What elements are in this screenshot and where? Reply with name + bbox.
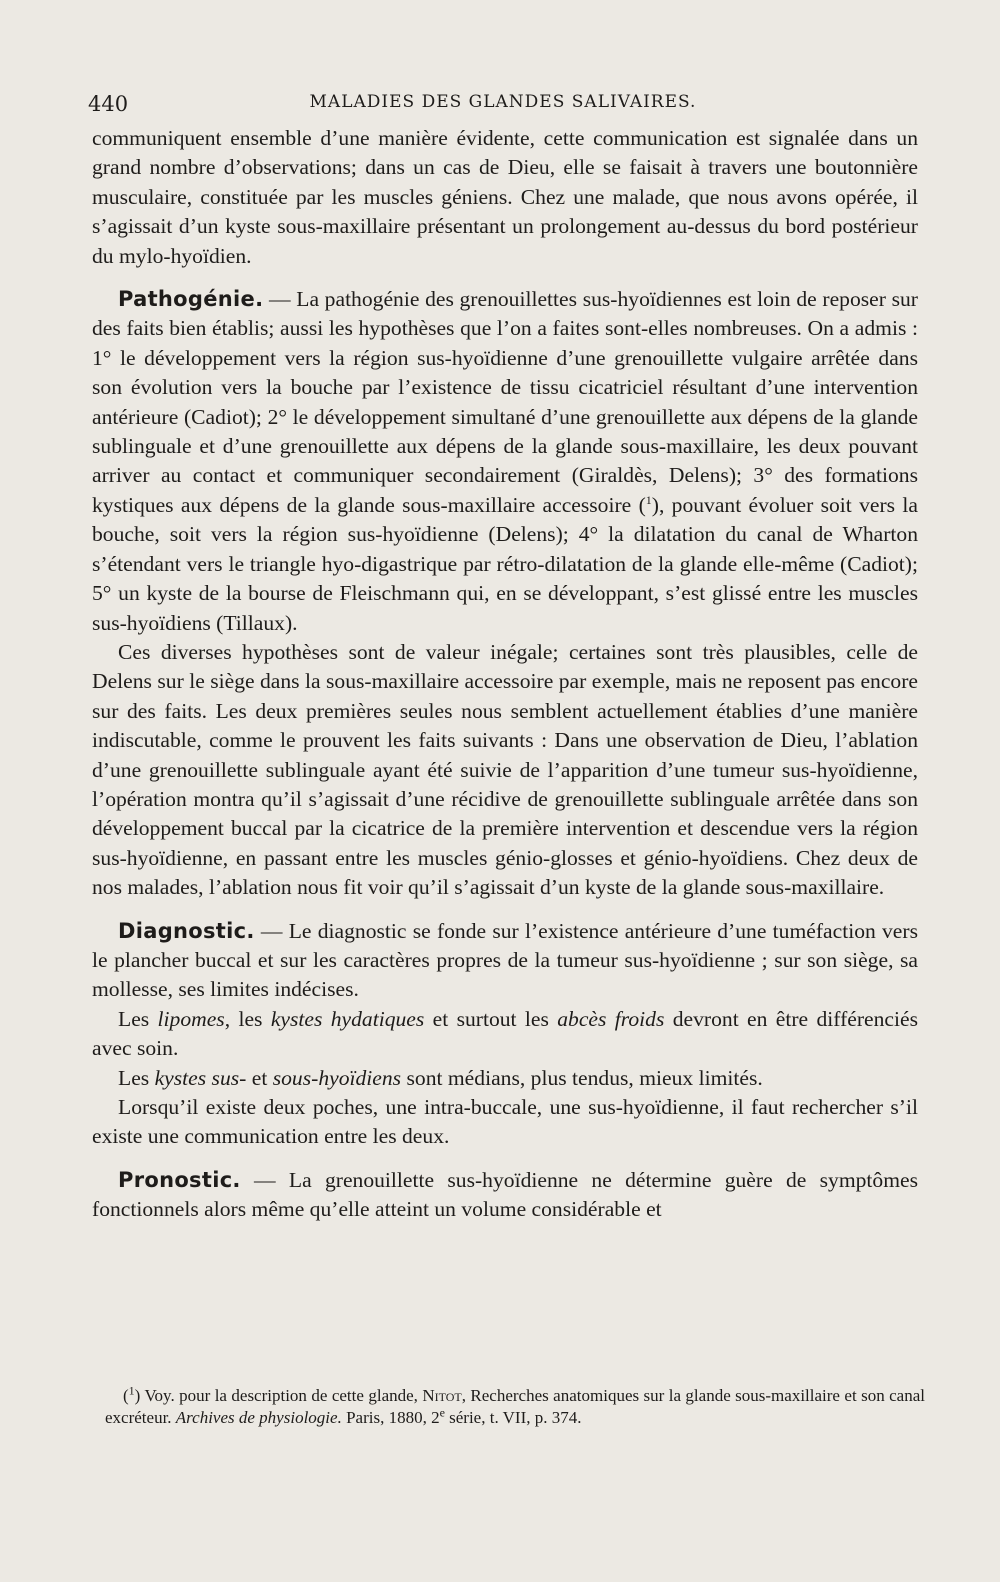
page-header — [88, 92, 918, 122]
paragraph-text: — La pathogénie des grenouillettes sus-hyoïdiennes est loin de reposer sur des faits bien établis; aussi les hypothèses que l’on a faites sont-elles nombreuses. On a admis : 1° le développement vers la région sus-hyoïdienne d’une grenouillette vulgaire arrêtée dans son évolution vers la bouche par l’existence de tissu cicatriciel résultant d’une intervention antérieure (Cadiot); 2° le développement simultané d’une grenouillette aux dépens de la glande sublinguale et d’une grenouillette aux dépens de la glande sous-maxillaire, les deux pouvant arriver au contact et communiquer secondairement (Giraldès, Delens); 3° des formations kystiques aux dépens de la glande sous-maxillaire accessoire ( — [92, 287, 918, 517]
footnote-marker: 1 — [128, 1383, 135, 1398]
superscript: e — [439, 1405, 445, 1420]
page-number: 440 — [88, 92, 129, 116]
italic-term: kystes hydatiques — [270, 1006, 425, 1031]
paragraph — [92, 1064, 918, 1093]
body-text — [92, 124, 918, 1225]
italic-term: lipomes — [157, 1006, 225, 1031]
paragraph: communiquent ensemble d’une manière évidente, cette communication est signalée dans un grand nombre d’observations; dans un cas de Dieu, elle se faisait à travers une boutonnière musculaire, constituée par les muscles géniens. Chez une malade, que nous avons opérée, il s’agissait d’un kyste sous-maxillaire présentant un prolongement au-dessus du bord postérieur du mylo-hyoïdien. — [92, 126, 918, 268]
text: et — [246, 1065, 273, 1090]
text: Les — [118, 1065, 155, 1090]
text: , Recherches anatomiques sur la glande sous-maxillaire et son canal excréteur. — [105, 1386, 925, 1427]
footnote-reference: 1 — [645, 492, 652, 507]
journal-title: Archives de physiologie. — [175, 1408, 342, 1427]
text: Les — [118, 1006, 158, 1031]
text: , les — [224, 1006, 271, 1031]
text: série, t. VII, p. 374. — [444, 1408, 582, 1427]
author-name: Nitot — [422, 1386, 462, 1405]
footnote — [105, 1385, 925, 1429]
italic-term: kystes sus- — [154, 1065, 247, 1090]
text: et surtout les — [424, 1006, 558, 1031]
paragraph — [92, 1005, 918, 1064]
text: Voy. pour la description de cette glande, — [140, 1386, 423, 1405]
paragraph: Lorsqu’il existe deux poches, une intra-buccale, une sus-hyoïdienne, il faut rechercher s’il existe une communication entre les deux. — [92, 1095, 918, 1149]
paragraph-pronostic — [92, 1166, 918, 1225]
section-heading-diagnostic: Diagnostic. — [118, 918, 255, 943]
paragraph: Ces diverses hypothèses sont de valeur inégale; certaines sont très plausibles, celle de Delens sur le siège dans la sous-maxillaire accessoire par exemple, mais ne reposent pas encore sur des faits. Les deux premières seules nous semblent actuellement établies d’une manière indiscutable, comme le prouvent les faits suivants : Dans une observation de Dieu, l’ablation d’une grenouillette sublinguale ayant été suivie de l’apparition d’une tumeur sus-hyoïdienne, l’opération montra qu’il s’agissait d’une récidive de grenouillette sublinguale arrêtée dans son développement buccal par la cicatrice de la première intervention et descendue vers la région sus-hyoïdienne, en passant entre les muscles génio-glosses et génio-hyoïdiens. Chez deux de nos malades, l’ablation nous fit voir qu’il s’agissait d’un kyste de la glande sous-maxillaire. — [92, 639, 918, 900]
running-title: MALADIES DES GLANDES SALIVAIRES. — [309, 92, 697, 112]
text: devront en être différenciés avec soin. — [92, 1006, 918, 1061]
section-heading-pathogenie: Pathogénie. — [118, 287, 264, 312]
italic-term: sous-hyoïdiens — [272, 1065, 402, 1090]
text: Paris, 1880, 2 — [341, 1408, 440, 1427]
paragraph-text: — Le diagnostic se fonde sur l’existence antérieure d’une tuméfaction vers le plancher buccal et sur les caractères propres de la tumeur sus-hyoïdienne ; sur son siège, sa mollesse, ses limites indécises. — [92, 918, 918, 1002]
italic-term: abcès froids — [557, 1006, 665, 1031]
paragraph-pathogenie — [92, 285, 918, 638]
text: sont médians, plus tendus, mieux limités. — [401, 1065, 763, 1090]
section-heading-pronostic: Pronostic. — [118, 1167, 241, 1192]
footnote-text: ($^1$) Voy. pour la description de cette glande, Nitot, Recherches anatomiques sur la glande sous-maxillaire et son canal excréteur. Archives de physiologie. Paris, 1880, 2e série, t. VII, p. 374. — [105, 1383, 925, 1427]
paragraph-text: — La grenouillette sus-hyoïdienne ne détermine guère de symptômes fonctionnels alors même qu’elle atteint un volume considérable et — [92, 1167, 918, 1222]
paragraph-diagnostic — [92, 917, 918, 1005]
paragraph-text: ), pouvant évoluer soit vers la bouche, soit vers la région sus-hyoïdienne (Delens); 4° la dilatation du canal de Wharton s’étendant vers le triangle hyo-digastrique par rétro-dilatation de la glande elle-même (Cadiot); 5° un kyste de la bourse de Fleischmann qui, en se développant, s’est glissé entre les muscles sus-hyoïdiens (Tillaux). — [92, 492, 918, 635]
